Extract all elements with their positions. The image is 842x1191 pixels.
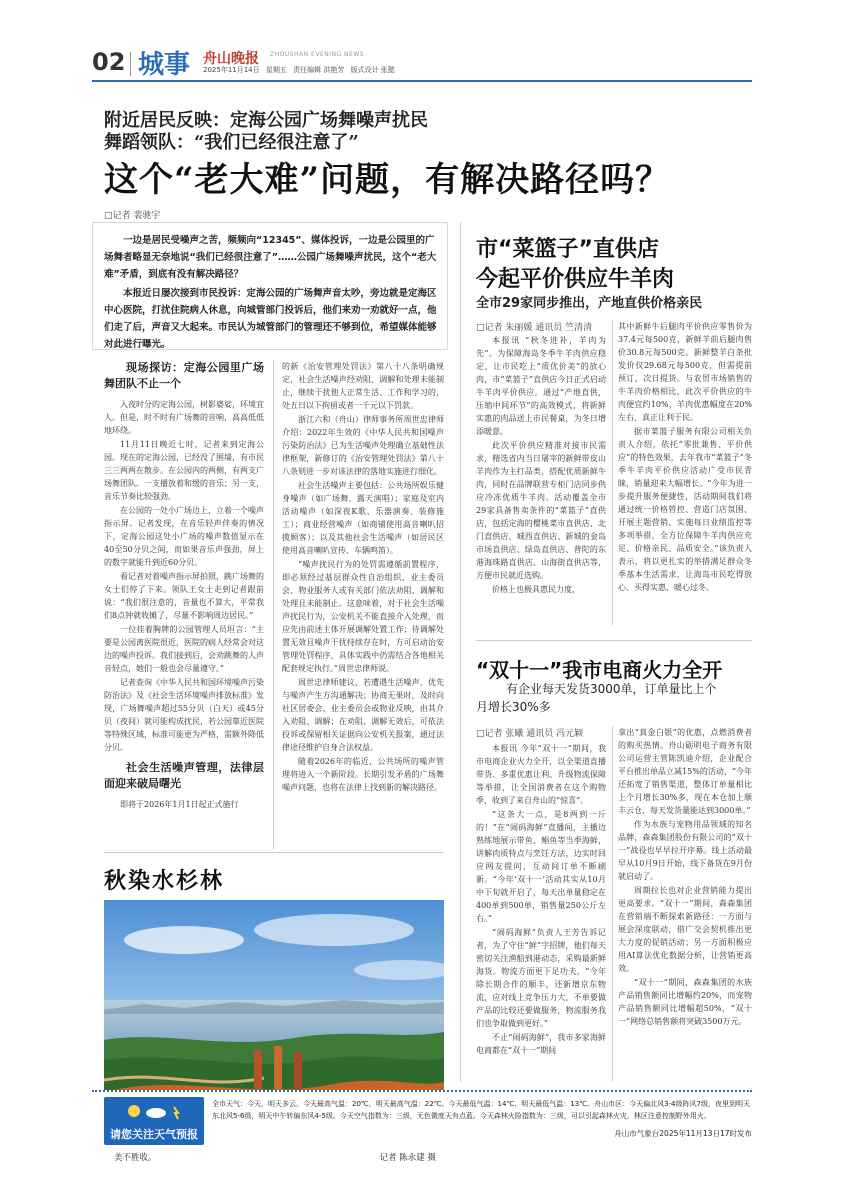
story3-paragraph: 本报讯 今年“双十一”期间，我市电商企业火力全开，以全渠道直播带货、多重优惠让利、升级物流保障等举措，让全国消费者在这个购物季，收到了来自舟山的“惊喜”。 xyxy=(476,744,606,805)
section-name: 城事 xyxy=(138,50,191,80)
photo-credit: 记者 陈永建 摄 xyxy=(379,1153,436,1163)
column-divider xyxy=(273,360,274,850)
lead-byline: □记者 裴驰宇 xyxy=(104,211,161,221)
layout-designer: 版式设计 张懿 xyxy=(350,66,395,74)
lead-paragraph: 入夜时分的定海公园，树影婆娑，环境宜人。但是，时不时有广场舞的音响，高高低低地环绕。 xyxy=(104,400,264,435)
story3-paragraph: 拿出“真金白银”的优惠，点燃消费者的购买热情。舟山砺明电子商务有限公司运营主管陈凯迪介绍，企业配合平台推出单品立减15%的活动，“今年还拓宽了销售渠道，整体订单量相比上个月增长30%多，现在本仓加上顺丰云仓，每天发货量能达到3000单。” xyxy=(618,728,752,815)
lead-paragraph: 看记者对着噪声指示屏拍照，跳广场舞的女士们停了下来。领队王女士走到记者跟前说：“我们很注意的，音量也不算大，平常我们8点钟就收摊了，尽量不影响周边居民。” xyxy=(104,572,264,620)
lightning-icon xyxy=(174,1107,178,1119)
lead-paragraph: “噪声扰民行为的处罚需遵循前置程序，即必须经过基层群众性自治组织、业主委员会、物业服务人或有关部门依法劝阻、调解和处理且未能制止。这意味着，对于社会生活噪声扰民行为，公安机关不能直接介入处理，而应先由前述主体开展调解处置工作；待调解处置无效且噪声干扰持续存在时，方可启动治安管理处罚程序，具体实践中仍需结合各地相关配套规定执行。”周世忠律师说。 xyxy=(282,560,444,673)
lead-subtitle-1: 附近居民反映：定海公园广场舞噪声扰民 xyxy=(104,110,428,131)
cloud-icon xyxy=(146,1108,166,1118)
lead-paragraph: 记者查询《中华人民共和国环境噪声污染防治法》及《社会生活环境噪声排放标准》发现，广场舞噪声超过55分贝（白天）或45分贝（夜间）就可能构成扰民，若公园靠近医院等特殊区域，标准可能更为严格，需额外降低分贝。 xyxy=(104,678,264,752)
column-divider xyxy=(612,320,613,625)
lead-paragraph: 周世忠律师建议，若遭遇生活噪声，优先与噪声产生方沟通解决；协商无果时，及时向社区居委会、业主委员会或物业反映，由其介入劝阻、调解；在劝阻、调解无效后，可依法投诉或保留相关证据向公安机关报案，通过法律途径维护自身合法权益。 xyxy=(282,678,444,752)
story3-title: “双十一”我市电商火力全开 xyxy=(476,658,723,682)
lead-paragraph: 的新《治安管理处罚法》第八十八条明确规定，社会生活噪声经劝阻、调解和处理未能制止，继续干扰他人正常生活、工作和学习的，处五日以下拘留或者一千元以下罚款。 xyxy=(282,362,444,410)
story3-subtitle-line-2: 月增长30%多 xyxy=(476,700,551,714)
sun-icon xyxy=(128,1105,140,1117)
lead-intro-paragraph: 本报近日屡次接到市民投诉：定海公园的广场舞声音太吵，旁边就是定海区中心医院，打扰住院病人休息，向城管部门投诉后，他们来劝一劝就好一点，他们走了后，声音又大起来。市民认为城管部门的管理还不够到位，希望媒体能够对此进行曝光。 xyxy=(104,288,437,350)
issue-date: 2025年11月14日 xyxy=(203,66,260,74)
story2-paragraph: 其中新鲜牛后腿肉平价供应零售价为37.4元每500克，新鲜羊前后腿肉售价30.8元每500克。新鲜整羊白条批发价仅29.68元每500克，但需提前预订，次日提货。与农贸市场销售的牛羊肉价格相比，此次平价供应的牛肉便宜约10%，羊肉优惠幅度在20%左右，真正让利于民。 xyxy=(618,322,752,422)
section-divider xyxy=(476,640,752,641)
story2-column-2 xyxy=(618,320,752,595)
story3-paragraph: 周期拉长也对企业营销能力提出更高要求。“双十一”期间，森森集团在营销端不断探索新路径：一方面与展会深度联动，借广交会契机推出更大力度的促销活动；另一方面积极应用AI算法优化数据分析，让营销更高效。 xyxy=(618,886,752,973)
story3-paragraph: 作为水族与宠物用品领域的知名品牌，森森集团股份有限公司的“双十一”战役也早早拉开序幕。线上活动最早从10月9日开始，线下备货在9月份就启动了。 xyxy=(618,820,752,881)
story2-paragraph: 此次平价供应精准对接市民需求，精选省内当日屠宰的新鲜带皮山羊肉作为主打品类，搭配优质新鲜牛肉，同时在品牌联营专柜门店同步供应冷冻优质牛羊肉。活动覆盖全市29家具备售卖条件的“菜篮子”直供店，包括定海的樱桃菜市直供店、北门直供店、城西直供店、新城的金岛市场直供店、绿岛直供店、普陀的东港海珠路直供店、山海街直供店等，方便市民就近选购。 xyxy=(476,441,606,580)
lead-paragraph: 浙江六和（舟山）律师事务所周世忠律师介绍：2022年生效的《中华人民共和国噪声污染防治法》已为生活噪声处理确立基础性法律框架，新修订的《治安管理处罚法》第八十八条则进一步对该法律的落地实施进行细化。 xyxy=(282,415,444,476)
lead-paragraph: 社会生活噪声主要包括：公共场所娱乐健身噪声（如广场舞、露天演唱）；家庭及室内活动噪声（如深夜K歌、乐器演奏、装修施工）；商业经营噪声（如商铺使用高音喇叭招揽顾客）；以及其他社会生活噪声（如居民区使用高音喇叭宣传、车辆鸣笛）。 xyxy=(282,481,444,555)
masthead-rule xyxy=(92,80,752,82)
lead-paragraph: 随着2026年的临近，公共场所的噪声管理将进入一个新阶段。长期引发矛盾的广场舞噪声问题，也将在法律上找到新的解决路径。 xyxy=(282,757,444,792)
page-column-divider xyxy=(460,222,461,1082)
page-number: 02 xyxy=(92,48,126,76)
lead-intro xyxy=(104,232,438,355)
newspaper-logo: 舟山晚报 xyxy=(203,51,259,67)
story3-paragraph: “闹码海鲜”负责人王芳告诉记者，为了守住“鲜”字招牌，他们每天密切关注渔船到港动态，采购最新鲜海货。物流方面更下足功夫，“今年除长期合作的顺丰，还新增京东物流，应对线上竞争压力大，不单要做产品的比较还要做服务，物流服务我们也争取做到更好。” xyxy=(476,928,606,1028)
story2-title-line-1: 市“菜篮子”直供店 xyxy=(476,237,659,262)
weather-banner-text: 请您关注天气预报 xyxy=(110,1128,198,1141)
issue-weekday: 星期五 xyxy=(265,66,287,74)
lead-paragraph: 一位挂着胸牌的公园管理人员坦言：“主要是公园离医院很近，医院的病人经常会对这边的噪声投诉。我们接到后，会劝跳舞的人声音轻点，她们一般也会尽量遵守。” xyxy=(104,625,264,673)
weather-source: 舟山市气象台2025年11月13日17时发布 xyxy=(614,1129,752,1138)
lead-paragraph: 在公园的一处小广场边上，立着一个噪声指示屏。记者发现，在音乐轻声伴奏的情况下，定海公园这处小广场的噪声数值显示在40至50分贝之间，而如果音乐声强劲，屏上的数字就能升到近60分贝。 xyxy=(104,506,264,567)
story3-byline: □记者 张曦 通讯员 冯元颖 xyxy=(476,729,584,739)
story2-column-1 xyxy=(476,334,606,597)
story3-paragraph: 不止“闹码海鲜”，我市多家海鲜电商都在“双十一”期间 xyxy=(476,1033,606,1055)
story2-paragraph: 价格上也极具惠民力度， xyxy=(492,585,580,594)
story3-column-1 xyxy=(476,742,606,1058)
column-divider xyxy=(612,726,613,1081)
story2-paragraph: 本报讯 “秋冬进补，羊肉为先”。为保障海岛冬季牛羊肉供应稳定，让市民吃上“质优价美”的放心肉，市“菜篮子”直供店今日正式启动牛羊肉平价供应。通过“产地直供，压缩中间环节”的高效模式，将新鲜实惠的肉品送上市民餐桌，为冬日增添暖意。 xyxy=(476,336,606,436)
lead-intro-paragraph: 一边是居民受噪声之苦，频频向“12345”、媒体投诉，一边是公园里的广场舞者略显无奈地说“我们已经很注意了”……公园广场舞噪声扰民，这个“老大难”矛盾，到底有没有解决路径？ xyxy=(104,235,437,280)
lead-column-2 xyxy=(282,360,444,795)
lead-column-1 xyxy=(104,360,264,812)
story2-paragraph: 据市菜篮子服务有限公司相关负责人介绍，依托“零批兼售、平价供应”的特色效果，去年我市“菜篮子”冬季牛羊肉平价供应活动广受市民青睐，销量迎来大幅增长。“今年为进一步提升服务便捷性，活动期间我们将通过统一价格管控、营造门店氛围、开展主题营销、实施每日业绩监控等多项举措，全方位保障牛羊肉供应充足、价格亲民、品质安全。”该负责人表示，将以更扎实的举措满足群众冬季基本生活需求，让海岛市民吃得放心、买得实惠、暖心过冬。 xyxy=(618,427,752,592)
story3-paragraph: “这条大一点，是8两到一斤的！”在“闹码海鲜”直播间，主播边熟练地展示带鱼、鲳鱼等当季海鲜，讲解肉质特点与烹饪方法，边实时回应网友提问，互动间订单不断刷新。“今年‘双十一’活动其实从10月中下旬就开启了，每天出单量稳定在400单到500单，销售量250公斤左右。” xyxy=(476,810,606,923)
newspaper-english-name: ZHOUSHAN EVENING NEWS xyxy=(270,51,365,58)
lead-section-heading-1: 现场探访：定海公园里广场舞团队不止一个 xyxy=(104,361,264,390)
weather-forecast: 全市天气：今天，明天多云。今天最高气温：20℃，明天最高气温：22℃。今天最低气温：14℃，明天最低气温：13℃。舟山市区：今天偏北风3-4级阵风7级，夜里到明天东北风5-6级，明天中午转偏东风4-5级。今天空气指数为：三级，无色微度天有点蓝。今天森林火险指数为：三级，可以引起森林火灾，林区注意控制野外用火。 xyxy=(212,1100,750,1120)
photo-caption-text: 美不胜收。 xyxy=(114,1153,157,1163)
story2-title-line-2: 今起平价供应牛羊肉 xyxy=(476,267,675,292)
lead-paragraph: 11月11日晚近七时，记者来到定海公园。现在的定海公园，已经没了围墙，有市民三三两两在散步。在公园内的两侧，有两支广场舞团队。一支播放着和缓的音乐；另一支，音乐节奏比较强劲。 xyxy=(104,440,264,501)
story3-column-2 xyxy=(618,726,752,1029)
photo-story-title: 秋染水杉林 xyxy=(104,868,225,894)
lead-headline: 这个“老大难”问题，有解决路径吗？ xyxy=(104,160,671,200)
masthead-info xyxy=(203,65,399,75)
lead-section-heading-2: 社会生活噪声管理，法律层面迎来破局曙光 xyxy=(104,761,264,790)
story3-paragraph: “双十一”期间，森森集团的水族产品销售额同比增幅约20%，而宠物产品销售额同比增幅超50%，“双十一”网络总销售额将突破3500万元。 xyxy=(618,978,752,1026)
story2-byline: □记者 朱丽媛 通讯员 竺清清 xyxy=(476,323,593,333)
lead-paragraph: 即将于2026年1月1日起正式施行 xyxy=(120,800,239,809)
masthead-divider xyxy=(130,52,131,76)
story2-subtitle: 全市29家同步推出，产地直供价格亲民 xyxy=(476,296,703,311)
section-divider xyxy=(104,852,444,853)
story3-subtitle-line-1: 有企业每天发货3000单，订单量比上个 xyxy=(506,682,717,696)
responsible-editor: 责任编辑 洪艳芳 xyxy=(293,66,345,74)
lead-subtitle-2: 舞蹈领队：“我们已经很注意了” xyxy=(104,132,359,153)
